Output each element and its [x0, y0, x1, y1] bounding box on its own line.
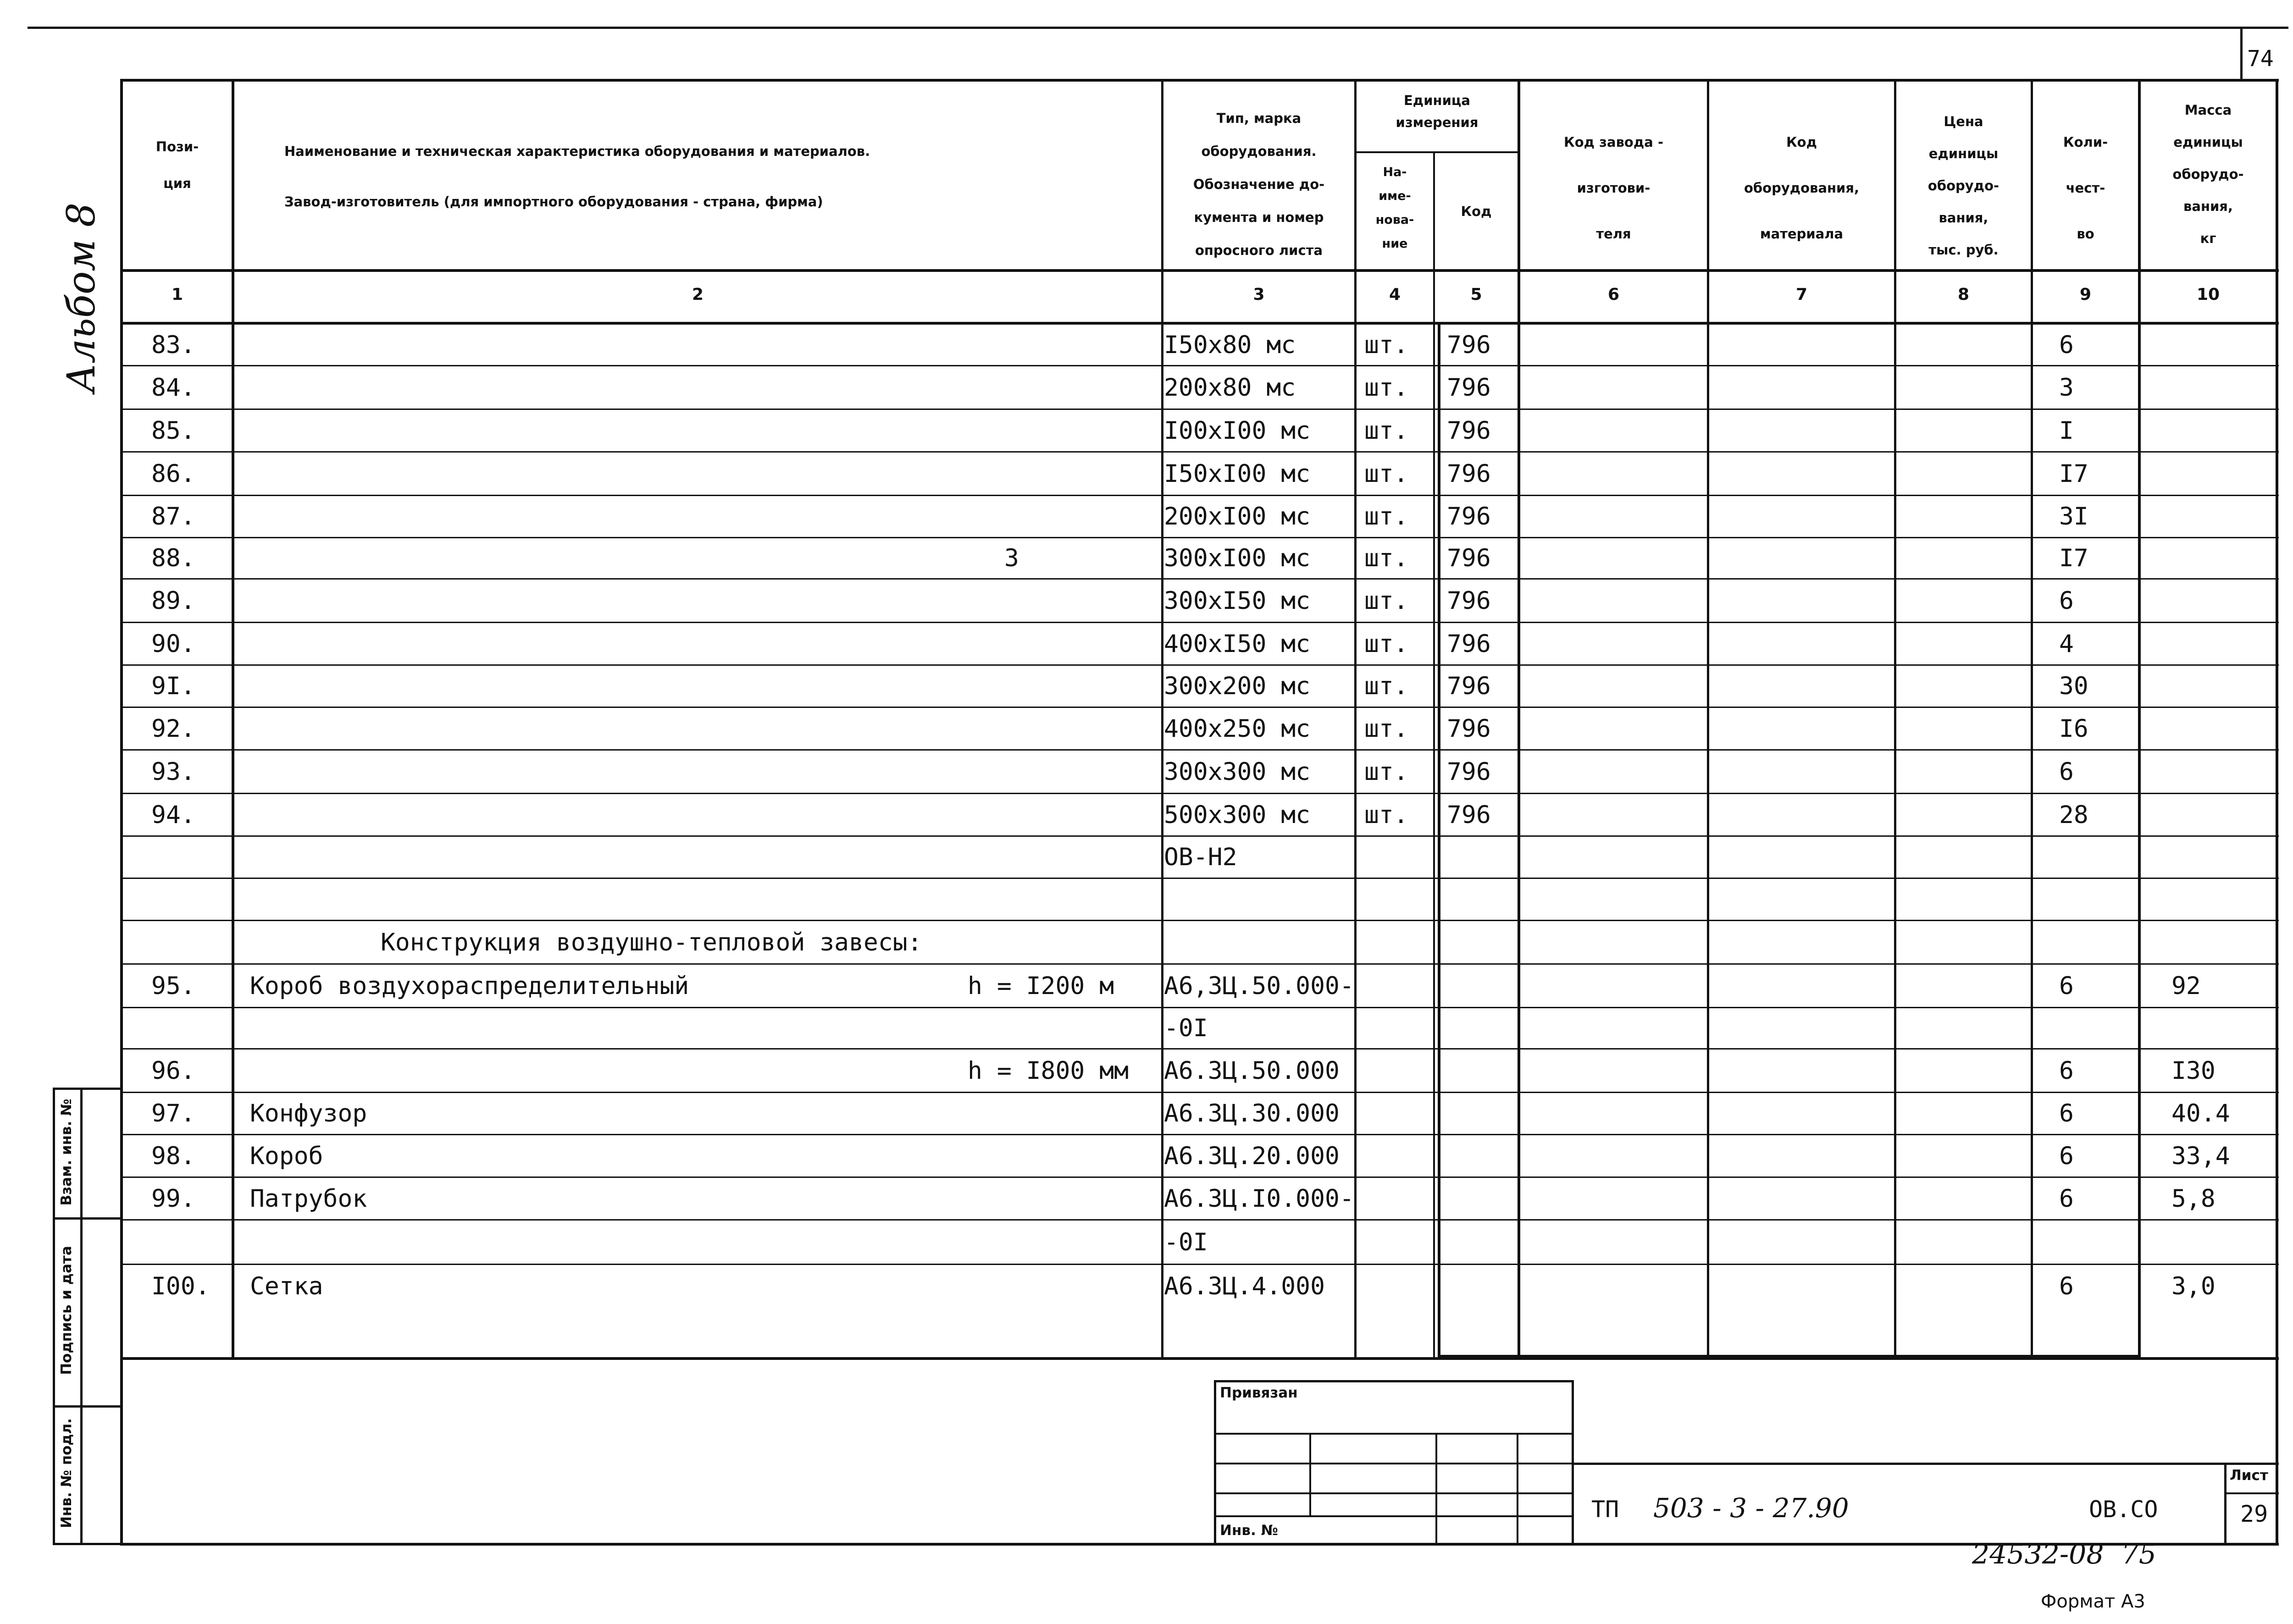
colnum-3: 3: [1253, 285, 1265, 304]
row-type: A6,3Ц.50.000-: [1164, 972, 1354, 1000]
row-qty: 28: [2059, 801, 2088, 829]
row-unit: шт.: [1364, 672, 1408, 700]
row-pos: 97.: [151, 1099, 195, 1127]
row-mass: I30: [2171, 1056, 2215, 1085]
album-label: Альбом 8: [59, 202, 104, 393]
colnum-9: 9: [2079, 285, 2092, 304]
row-pos: 95.: [151, 972, 195, 1000]
colnum-5: 5: [1470, 285, 1482, 304]
row-pos: 89.: [151, 586, 195, 615]
row-pos: 90.: [151, 630, 195, 658]
row-qty: 6: [2059, 1056, 2074, 1085]
row-type: OB-H2: [1164, 843, 1237, 871]
row-h: h = I200 м: [968, 972, 1114, 1000]
row-pos: 86.: [151, 459, 195, 488]
row-code: 796: [1447, 801, 1491, 829]
row-type: -0I: [1164, 1014, 1208, 1042]
header-col3: Тип, марка оборудования. Обозначение до- кумента и номер опросного листа: [1193, 110, 1325, 258]
header-col1: Пози- ция: [155, 139, 199, 191]
header-col5: Код: [1461, 204, 1492, 219]
row-pos: 83.: [151, 331, 195, 359]
row-pos: 99.: [151, 1184, 195, 1213]
row-code: 796: [1447, 416, 1491, 445]
row-unit: шт.: [1364, 757, 1408, 786]
doc-code: 503 - 3 - 27.90: [1653, 1492, 1849, 1524]
row-unit: шт.: [1364, 373, 1408, 402]
row-qty: 6: [2059, 331, 2074, 359]
row-pos: 94.: [151, 801, 195, 829]
row-type: A6.3Ц.4.000: [1164, 1272, 1325, 1300]
row-pos: 87.: [151, 503, 195, 530]
row-unit: шт.: [1364, 331, 1408, 359]
row-unit: шт.: [1364, 630, 1408, 658]
privyazan-label: Привязан: [1220, 1385, 1298, 1401]
row-code: 796: [1447, 714, 1491, 743]
row-pos: 96.: [151, 1056, 195, 1085]
row-name: 3: [1004, 544, 1019, 572]
row-code: 796: [1447, 586, 1491, 615]
row-type: 300xI00 мс: [1164, 544, 1311, 572]
colnum-6: 6: [1607, 285, 1620, 304]
row-qty: I7: [2059, 459, 2088, 488]
row-mass: 40.4: [2171, 1099, 2230, 1127]
list-number: 29: [2240, 1501, 2268, 1527]
list-label: Лист: [2230, 1467, 2268, 1484]
row-name: Сетка: [250, 1272, 323, 1300]
row-pos: 85.: [151, 416, 195, 445]
header-col4: На- име- нова- ние: [1375, 165, 1414, 251]
header-col9: Коли- чест- во: [2063, 134, 2108, 242]
row-type: 300x300 мс: [1164, 757, 1311, 786]
row-pos: 88.: [151, 544, 195, 572]
row-qty: 3I: [2059, 503, 2088, 530]
colnum-10: 10: [2196, 285, 2220, 304]
row-type: A6.3Ц.30.000: [1164, 1099, 1340, 1127]
row-h: h = I800 мм: [968, 1056, 1129, 1085]
row-unit: шт.: [1364, 544, 1408, 572]
header-col10: Масса единицы оборудо- вания, кг: [2172, 102, 2244, 246]
row-name: Короб: [250, 1142, 323, 1170]
row-qty: 6: [2059, 1184, 2074, 1213]
row-name: Конструкция воздушно-тепловой завесы:: [381, 928, 922, 956]
row-qty: I6: [2059, 714, 2088, 743]
row-type: A6.3Ц.I0.000-: [1164, 1184, 1354, 1213]
row-unit: шт.: [1364, 801, 1408, 829]
page-number-top: 74: [2247, 46, 2274, 72]
row-code: 796: [1447, 672, 1491, 700]
row-code: 796: [1447, 331, 1491, 359]
header-col8: Цена единицы оборудо- вания, тыс. руб.: [1927, 114, 1999, 258]
row-unit: шт.: [1364, 714, 1408, 743]
row-type: 300x200 мс: [1164, 672, 1311, 700]
row-code: 796: [1447, 630, 1491, 658]
doc-mark: OB.CO: [2089, 1496, 2158, 1523]
row-type: 400x250 мс: [1164, 714, 1311, 743]
row-pos: 98.: [151, 1142, 195, 1170]
row-pos: 93.: [151, 757, 195, 786]
colnum-1: 1: [171, 285, 183, 304]
row-pos: 92.: [151, 714, 195, 743]
row-pos: 9I.: [151, 672, 195, 700]
row-qty: 6: [2059, 757, 2074, 786]
colnum-4: 4: [1389, 285, 1401, 304]
row-unit: шт.: [1364, 503, 1408, 530]
podpis-data-label: Подпись и дата: [58, 1246, 75, 1375]
row-qty: 6: [2059, 1099, 2074, 1127]
row-qty: 6: [2059, 1272, 2074, 1300]
row-type: I50xI00 мс: [1164, 459, 1311, 488]
row-mass: 3,0: [2171, 1272, 2215, 1300]
row-code: 796: [1447, 757, 1491, 786]
row-qty: I7: [2059, 544, 2088, 572]
doc-code-prefix: ТП: [1591, 1496, 1619, 1523]
row-qty: 6: [2059, 1142, 2074, 1170]
row-type: 200x80 мс: [1164, 373, 1296, 402]
row-type: A6.3Ц.50.000: [1164, 1056, 1340, 1085]
colnum-7: 7: [1795, 285, 1808, 304]
row-unit: шт.: [1364, 586, 1408, 615]
row-qty: 6: [2059, 972, 2074, 1000]
header-col2: Наименование и техническая характеристика оборудования и материалов. Завод-изготовитель (для импортного оборудования - страна, фирма): [284, 144, 870, 210]
header-col7: Код оборудования, материала: [1744, 134, 1860, 242]
row-qty: I: [2059, 416, 2074, 445]
row-type: I50x80 мс: [1164, 331, 1296, 359]
row-code: 796: [1447, 459, 1491, 488]
vzam-inv-label: Взам. инв. №: [58, 1099, 75, 1206]
colnum-2: 2: [692, 285, 704, 304]
header-col6: Код завода - изготови- теля: [1564, 134, 1663, 242]
archive-code: 24532-08 75: [1972, 1538, 2157, 1570]
header-unit-group: Единица измерения: [1396, 93, 1479, 130]
format-label: Формат А3: [2041, 1591, 2145, 1612]
row-qty: 6: [2059, 586, 2074, 615]
row-type: 300xI50 мс: [1164, 586, 1311, 615]
row-type: I00xI00 мс: [1164, 416, 1311, 445]
row-qty: 3: [2059, 373, 2074, 402]
row-pos: 84.: [151, 373, 195, 402]
row-unit: шт.: [1364, 416, 1408, 445]
row-mass: 33,4: [2171, 1142, 2230, 1170]
row-code: 796: [1447, 503, 1491, 530]
row-type: 400xI50 мс: [1164, 630, 1311, 658]
row-name: Короб воздухораспределительный: [250, 972, 689, 1000]
row-code: 796: [1447, 544, 1491, 572]
inv-podl-label: Инв. № подл.: [58, 1418, 75, 1528]
row-unit: шт.: [1364, 459, 1408, 488]
row-name: Патрубок: [250, 1184, 367, 1213]
row-mass: 92: [2171, 972, 2201, 1000]
row-qty: 30: [2059, 672, 2088, 700]
row-mass: 5,8: [2171, 1184, 2215, 1213]
row-type: A6.3Ц.20.000: [1164, 1142, 1340, 1170]
row-pos: I00.: [151, 1272, 210, 1300]
colnum-8: 8: [1957, 285, 1970, 304]
row-type: 500x300 мс: [1164, 801, 1311, 829]
row-name: Конфузор: [250, 1099, 367, 1127]
row-qty: 4: [2059, 630, 2074, 658]
row-type: 200xI00 мс: [1164, 503, 1311, 530]
inv-no-label: Инв. №: [1220, 1522, 1278, 1539]
row-type: -0I: [1164, 1228, 1208, 1256]
row-code: 796: [1447, 373, 1491, 402]
